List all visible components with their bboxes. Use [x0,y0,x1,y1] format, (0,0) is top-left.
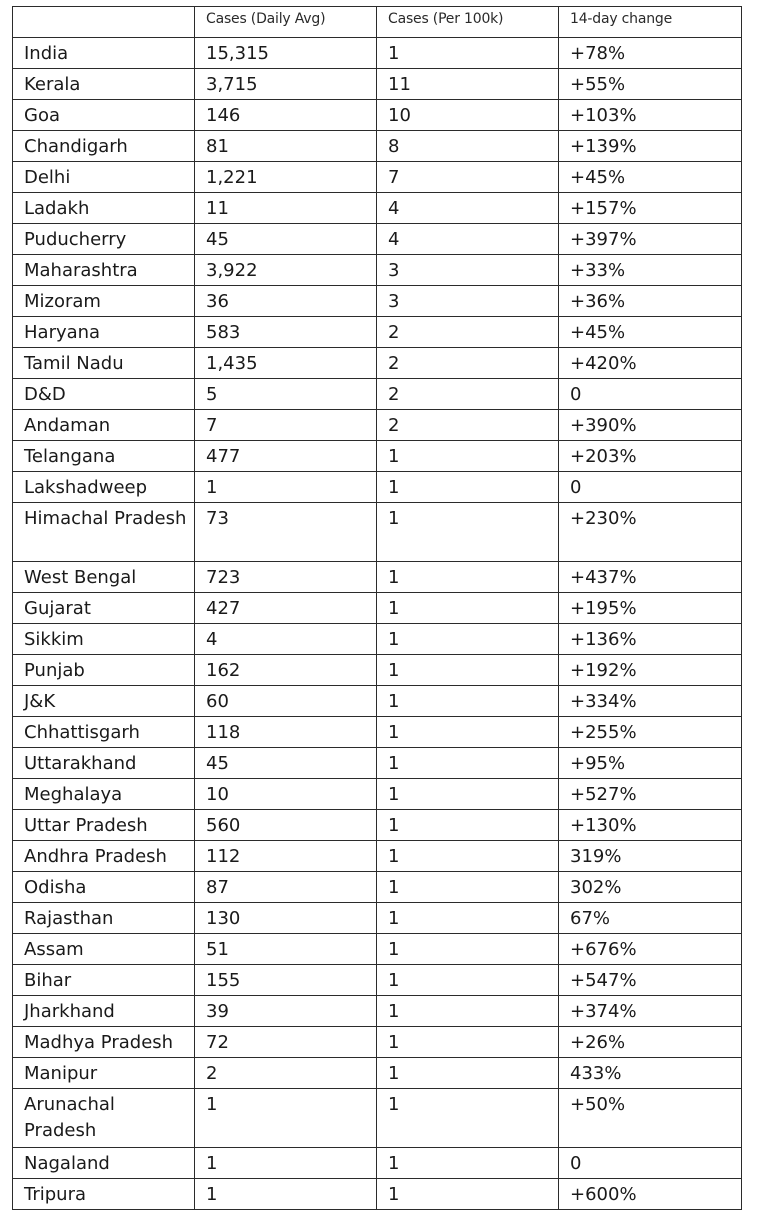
header-14-day-change: 14-day change [559,7,742,38]
cases-per-100k-cell: 1 [377,810,559,841]
change-14-day-cell: +78% [559,38,742,69]
table-row [13,624,742,655]
state-cell: Odisha [13,872,195,903]
state-cell: Uttar Pradesh [13,810,195,841]
table-row [13,717,742,748]
change-14-day-cell: +95% [559,748,742,779]
table-row [13,441,742,472]
change-14-day-cell: +136% [559,624,742,655]
cases-per-100k-cell: 1 [377,779,559,810]
state-cell: Arunachal Pradesh [13,1089,195,1148]
change-14-day-cell: +45% [559,317,742,348]
change-14-day-cell: +390% [559,410,742,441]
cases-daily-avg-cell: 1 [195,1148,377,1179]
cases-per-100k-cell: 1 [377,841,559,872]
cases-daily-avg-cell: 427 [195,593,377,624]
state-cell: Sikkim [13,624,195,655]
change-14-day-cell: +334% [559,686,742,717]
cases-per-100k-cell: 1 [377,38,559,69]
state-cell: Meghalaya [13,779,195,810]
state-cell: Uttarakhand [13,748,195,779]
change-14-day-cell: 302% [559,872,742,903]
cases-daily-avg-cell: 60 [195,686,377,717]
state-cell: Maharashtra [13,255,195,286]
cases-per-100k-cell: 1 [377,624,559,655]
cases-daily-avg-cell: 7 [195,410,377,441]
state-cell: Madhya Pradesh [13,1027,195,1058]
change-14-day-cell: 319% [559,841,742,872]
cases-daily-avg-cell: 1 [195,1179,377,1210]
table-row [13,593,742,624]
cases-per-100k-cell: 2 [377,410,559,441]
table-row [13,562,742,593]
state-cell: Chhattisgarh [13,717,195,748]
change-14-day-cell: +230% [559,503,742,562]
cases-daily-avg-cell: 3,922 [195,255,377,286]
table-row [13,903,742,934]
state-cell: India [13,38,195,69]
cases-per-100k-cell: 1 [377,593,559,624]
table-row [13,872,742,903]
state-cell: Assam [13,934,195,965]
change-14-day-cell: +195% [559,593,742,624]
cases-daily-avg-cell: 45 [195,224,377,255]
cases-daily-avg-cell: 1 [195,1089,377,1148]
state-cell: Tripura [13,1179,195,1210]
state-cell: Ladakh [13,193,195,224]
change-14-day-cell: +397% [559,224,742,255]
state-cell: Himachal Pradesh [13,503,195,562]
table-row [13,810,742,841]
table-row [13,841,742,872]
table-row [13,965,742,996]
header-cases-per-100k: Cases (Per 100k) [377,7,559,38]
cases-per-100k-cell: 4 [377,193,559,224]
change-14-day-cell: 0 [559,1148,742,1179]
cases-per-100k-cell: 1 [377,1058,559,1089]
state-cell: Goa [13,100,195,131]
cases-daily-avg-cell: 5 [195,379,377,410]
change-14-day-cell: 0 [559,379,742,410]
table-row [13,1148,742,1179]
cases-daily-avg-cell: 477 [195,441,377,472]
state-cell: Punjab [13,655,195,686]
cases-per-100k-cell: 3 [377,255,559,286]
cases-per-100k-cell: 3 [377,286,559,317]
table-row [13,286,742,317]
cases-per-100k-cell: 1 [377,655,559,686]
state-cell: Rajasthan [13,903,195,934]
cases-per-100k-cell: 1 [377,472,559,503]
cases-daily-avg-cell: 155 [195,965,377,996]
cases-daily-avg-cell: 11 [195,193,377,224]
state-cell: Lakshadweep [13,472,195,503]
table-row [13,1179,742,1210]
cases-daily-avg-cell: 39 [195,996,377,1027]
table-row [13,1089,742,1148]
cases-daily-avg-cell: 15,315 [195,38,377,69]
change-14-day-cell: +203% [559,441,742,472]
change-14-day-cell: +130% [559,810,742,841]
cases-per-100k-cell: 1 [377,1148,559,1179]
table-row [13,131,742,162]
cases-daily-avg-cell: 118 [195,717,377,748]
table-row [13,410,742,441]
state-cell: D&D [13,379,195,410]
change-14-day-cell: +139% [559,131,742,162]
table-row [13,655,742,686]
cases-per-100k-cell: 1 [377,686,559,717]
cases-per-100k-cell: 8 [377,131,559,162]
table-row [13,193,742,224]
table-body [13,38,742,1210]
state-cell: Delhi [13,162,195,193]
table-row [13,503,742,562]
table-row [13,1027,742,1058]
cases-daily-avg-cell: 36 [195,286,377,317]
table-row [13,317,742,348]
change-14-day-cell: +33% [559,255,742,286]
state-cell: Nagaland [13,1148,195,1179]
cases-daily-avg-cell: 560 [195,810,377,841]
state-cell: Telangana [13,441,195,472]
table-row [13,162,742,193]
cases-daily-avg-cell: 1,221 [195,162,377,193]
table-row [13,472,742,503]
state-cell: Manipur [13,1058,195,1089]
change-14-day-cell: +374% [559,996,742,1027]
state-cell: Puducherry [13,224,195,255]
header-cases-daily-avg: Cases (Daily Avg) [195,7,377,38]
change-14-day-cell: +55% [559,69,742,100]
cases-per-100k-cell: 2 [377,317,559,348]
cases-per-100k-cell: 10 [377,100,559,131]
state-cell: J&K [13,686,195,717]
cases-daily-avg-cell: 130 [195,903,377,934]
state-cell: Haryana [13,317,195,348]
change-14-day-cell: 433% [559,1058,742,1089]
change-14-day-cell: +157% [559,193,742,224]
cases-daily-avg-cell: 81 [195,131,377,162]
cases-daily-avg-cell: 45 [195,748,377,779]
cases-per-100k-cell: 2 [377,348,559,379]
table-row [13,255,742,286]
change-14-day-cell: +103% [559,100,742,131]
state-cell: West Bengal [13,562,195,593]
change-14-day-cell: +255% [559,717,742,748]
table-row [13,38,742,69]
change-14-day-cell: +420% [559,348,742,379]
state-cell: Bihar [13,965,195,996]
cases-daily-avg-cell: 2 [195,1058,377,1089]
table-row [13,686,742,717]
cases-daily-avg-cell: 51 [195,934,377,965]
table-row [13,996,742,1027]
cases-daily-avg-cell: 1,435 [195,348,377,379]
table-row [13,748,742,779]
state-cell: Tamil Nadu [13,348,195,379]
table-row [13,348,742,379]
change-14-day-cell: 67% [559,903,742,934]
cases-per-100k-cell: 2 [377,379,559,410]
cases-daily-avg-cell: 162 [195,655,377,686]
cases-per-100k-cell: 1 [377,965,559,996]
state-cell: Mizoram [13,286,195,317]
change-14-day-cell: +676% [559,934,742,965]
cases-daily-avg-cell: 10 [195,779,377,810]
cases-daily-avg-cell: 112 [195,841,377,872]
table-row [13,379,742,410]
cases-per-100k-cell: 1 [377,1179,559,1210]
cases-per-100k-cell: 1 [377,562,559,593]
cases-per-100k-cell: 7 [377,162,559,193]
table-row [13,224,742,255]
change-14-day-cell: 0 [559,472,742,503]
cases-per-100k-cell: 1 [377,996,559,1027]
cases-per-100k-cell: 1 [377,934,559,965]
cases-daily-avg-cell: 583 [195,317,377,348]
cases-daily-avg-cell: 4 [195,624,377,655]
cases-daily-avg-cell: 73 [195,503,377,562]
state-cell: Jharkhand [13,996,195,1027]
change-14-day-cell: +50% [559,1089,742,1148]
header-state [13,7,195,38]
cases-per-100k-cell: 1 [377,748,559,779]
change-14-day-cell: +547% [559,965,742,996]
cases-daily-avg-cell: 87 [195,872,377,903]
cases-per-100k-cell: 1 [377,872,559,903]
header-row [13,7,742,38]
cases-per-100k-cell: 11 [377,69,559,100]
state-cell: Kerala [13,69,195,100]
state-cell: Gujarat [13,593,195,624]
table-header [13,7,742,38]
cases-daily-avg-cell: 72 [195,1027,377,1058]
covid-cases-table [12,6,742,1210]
table-row [13,779,742,810]
table-row [13,1058,742,1089]
state-cell: Andaman [13,410,195,441]
change-14-day-cell: +192% [559,655,742,686]
cases-daily-avg-cell: 1 [195,472,377,503]
table-row [13,100,742,131]
state-cell: Andhra Pradesh [13,841,195,872]
change-14-day-cell: +437% [559,562,742,593]
cases-daily-avg-cell: 146 [195,100,377,131]
cases-per-100k-cell: 1 [377,903,559,934]
cases-per-100k-cell: 4 [377,224,559,255]
change-14-day-cell: +26% [559,1027,742,1058]
state-cell: Chandigarh [13,131,195,162]
cases-per-100k-cell: 1 [377,503,559,562]
table-row [13,934,742,965]
cases-daily-avg-cell: 723 [195,562,377,593]
cases-per-100k-cell: 1 [377,441,559,472]
cases-per-100k-cell: 1 [377,1089,559,1148]
cases-per-100k-cell: 1 [377,1027,559,1058]
table-row [13,69,742,100]
change-14-day-cell: +45% [559,162,742,193]
change-14-day-cell: +527% [559,779,742,810]
change-14-day-cell: +600% [559,1179,742,1210]
cases-per-100k-cell: 1 [377,717,559,748]
change-14-day-cell: +36% [559,286,742,317]
cases-daily-avg-cell: 3,715 [195,69,377,100]
